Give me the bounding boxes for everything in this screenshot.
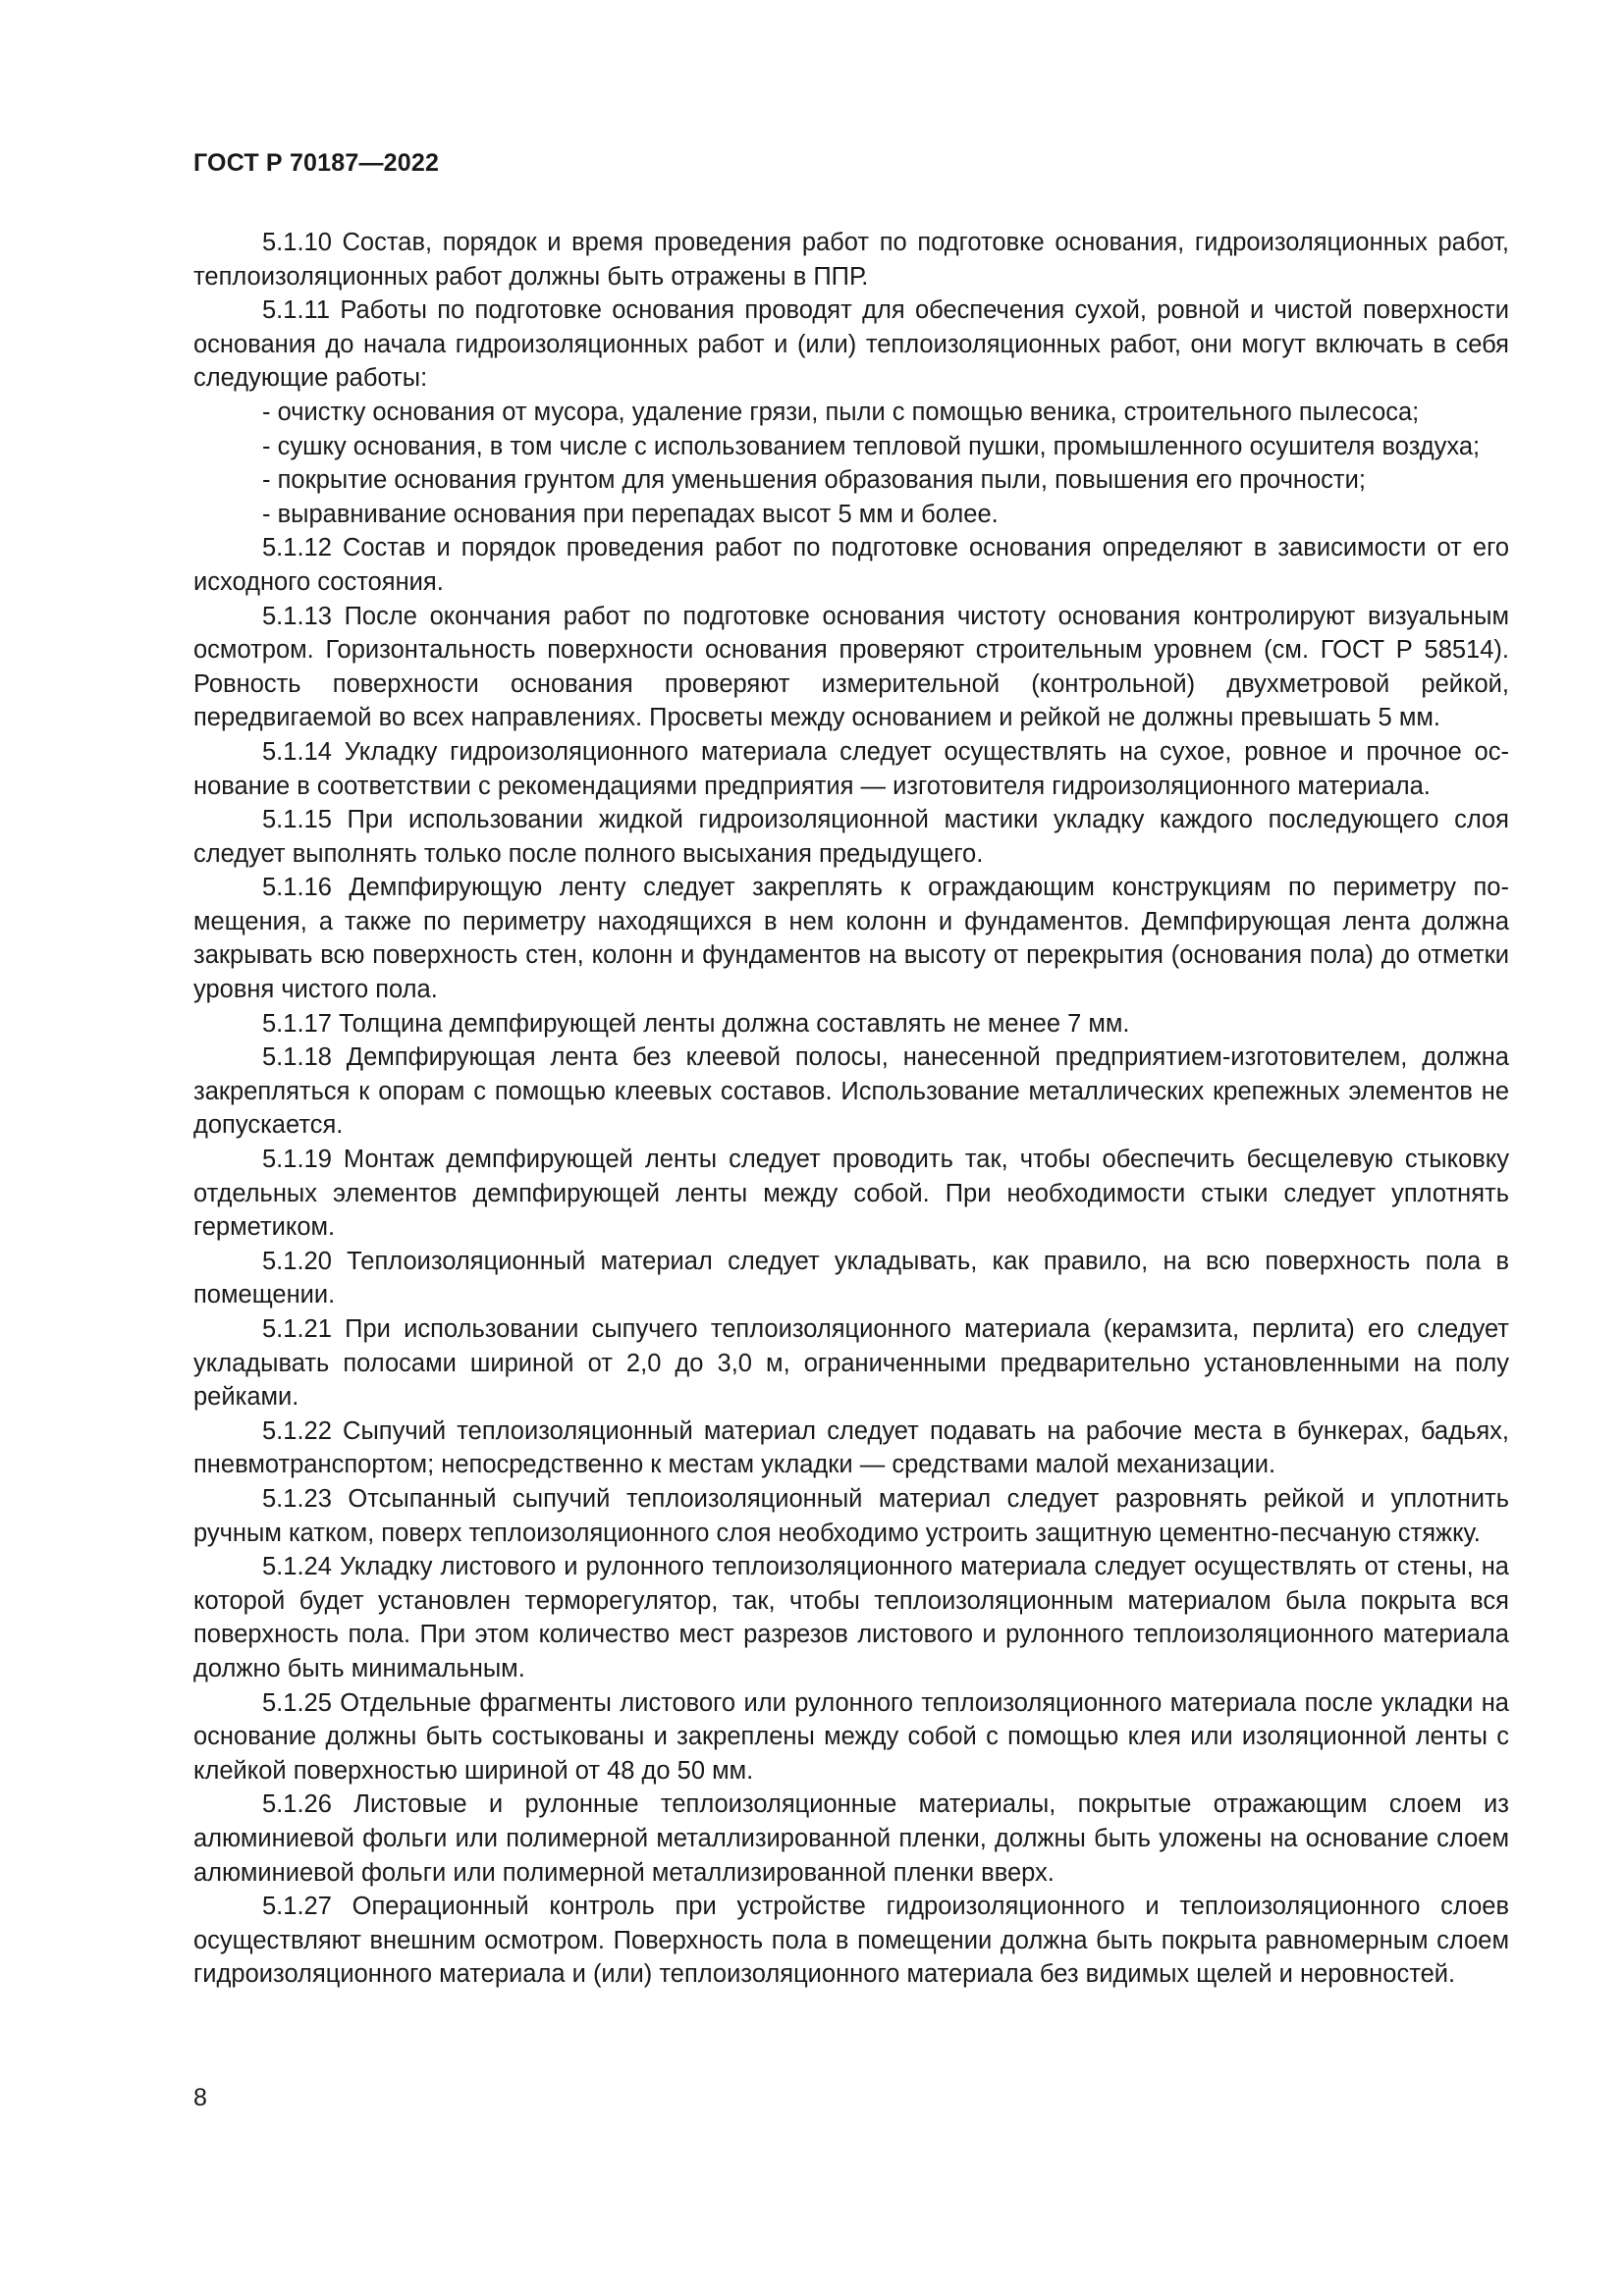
paragraph-5-1-26: 5.1.26 Листовые и рулонные теплоизоляционные материалы, покрытые отражающим слоем из алюминиевой фольги или полимерной металлизированной пленки, должны быть уложены на основание слоем алюминиевой фольги или полимерной металлизированной пленки вверх. [193, 1790, 1509, 1887]
paragraph-5-1-15: 5.1.15 При использовании жидкой гидроизоляционной мастики укладку каждого последующего слоя следует выполнять только после полного высыхания предыдущего. [193, 806, 1509, 868]
paragraph-5-1-19: 5.1.19 Монтаж демпфирующей ленты следует проводить так, чтобы обеспечить бесщелевую стыковку отдельных элементов демпфирующей ленты между собой. При необходимости стыки следует уплотнять герметиком. [193, 1146, 1509, 1242]
paragraph-5-1-24: 5.1.24 Укладку листового и рулонного теплоизоляционного материала следует осуществлять от стены, на которой будет установлен терморегулятор, так, чтобы теплоизоляционным материалом была покрыта вся поверхность пола. При этом количество мест разрезов листового и рулонного теплоизоляционного материала должно быть минимальным. [193, 1553, 1509, 1682]
paragraph-5-1-13: 5.1.13 После окончания работ по подготовке основания чистоту основания контролируют визуальным осмотром. Горизонтальность поверхности основания проверяют строительным уровнем (см. ГОСТ Р 58514). Ровность поверхности основания проверяют измерительной (контрольной) двухметровой рейкой, передвигаемой во всех направлениях. Просветы между основанием и рейкой не должны превышать 5 мм. [193, 602, 1509, 732]
document-header: ГОСТ Р 70187—2022 [193, 149, 440, 177]
list-item: - выравнивание основания при перепадах высот 5 мм и более. [262, 500, 999, 528]
paragraph-5-1-21: 5.1.21 При использовании сыпучего теплоизоляционного материала (керамзита, перлита) его следует укладывать полосами шириной от 2,0 до 3,0 м, ограниченными предварительно установленными на полу рейками. [193, 1315, 1509, 1412]
paragraph-5-1-20: 5.1.20 Теплоизоляционный материал следует укладывать, как правило, на всю поверхность пола в помещении. [193, 1247, 1509, 1309]
paragraph-5-1-10: 5.1.10 Состав, порядок и время проведения работ по подготовке основания, гидроизоляционных работ, теплоизоляционных работ должны быть отражены в ППР. [193, 229, 1509, 291]
paragraph-5-1-23: 5.1.23 Отсыпанный сыпучий теплоизоляционный материал следует разровнять рейкой и уплотнить ручным катком, поверх теплоизоляционного слоя необходимо устроить защитную цементно-песчаную стяжку. [193, 1484, 1509, 1547]
paragraph-5-1-27: 5.1.27 Операционный контроль при устройстве гидроизоляционного и теплоизоляционного слоев осуществляют внешним осмотром. Поверхность пола в помещении должна быть покрыта равномерным слоем гидроизоляционного материала и (или) теплоизоляционного материала без видимых щелей и неровностей. [193, 1893, 1509, 1989]
list-item: - покрытие основания грунтом для уменьшения образования пыли, повышения его прочности; [262, 466, 1366, 495]
paragraph-5-1-25: 5.1.25 Отдельные фрагменты листового или рулонного теплоизоляционного материала после укладки на основание должны быть состыкованы и закреплены между собой с помощью клея или изоляционной ленты с клейкой поверхностью шириной от 48 до 50 мм. [193, 1688, 1509, 1785]
paragraph-5-1-16: 5.1.16 Демпфирующую ленту следует закреплять к ограждающим конструкциям по периметру помещения, а также по периметру находящихся в нем колонн и фундаментов. Демпфирующая лента должна закрывать всю поверхность стен, колонн и фундаментов на высоту от перекрытия (основания пола) до отметки уровня чистого пола. [193, 874, 1509, 1004]
list-item: - очистку основания от мусора, удаление грязи, пыли с помощью веника, строительного пылесоса; [262, 398, 1420, 426]
paragraph-5-1-14: 5.1.14 Укладку гидроизоляционного материала следует осуществлять на сухое, ровное и прочное основание в соответствии с рекомендациями предприятия — изготовителя гидроизоляционного материала. [193, 737, 1509, 800]
list-item: - сушку основания, в том числе с использованием тепловой пушки, промышленного осушителя воздуха; [262, 432, 1481, 460]
page-number: 8 [193, 2084, 207, 2111]
paragraph-5-1-12: 5.1.12 Состав и порядок проведения работ по подготовке основания определяют в зависимости от его исходного состояния. [193, 534, 1509, 596]
paragraph-5-1-17: 5.1.17 Толщина демпфирующей ленты должна составлять не менее 7 мм. [262, 1009, 1130, 1038]
document-body [193, 226, 1509, 1992]
paragraph-5-1-22: 5.1.22 Сыпучий теплоизоляционный материал следует подавать на рабочие места в бункерах, бадьях, пневмотранспортом; непосредственно к местам укладки — средствами малой механизации. [193, 1416, 1509, 1479]
paragraph-5-1-18: 5.1.18 Демпфирующая лента без клеевой полосы, нанесенной предприятием-изготовителем, должна закрепляться к опорам с помощью клеевых составов. Использование металлических крепежных элементов не допускается. [193, 1043, 1509, 1140]
paragraph-5-1-11: 5.1.11 Работы по подготовке основания проводят для обеспечения сухой, ровной и чистой поверхности основания до начала гидроизоляционных работ и (или) теплоизоляционных работ, они могут включать в себя следующие работы: [193, 296, 1509, 393]
